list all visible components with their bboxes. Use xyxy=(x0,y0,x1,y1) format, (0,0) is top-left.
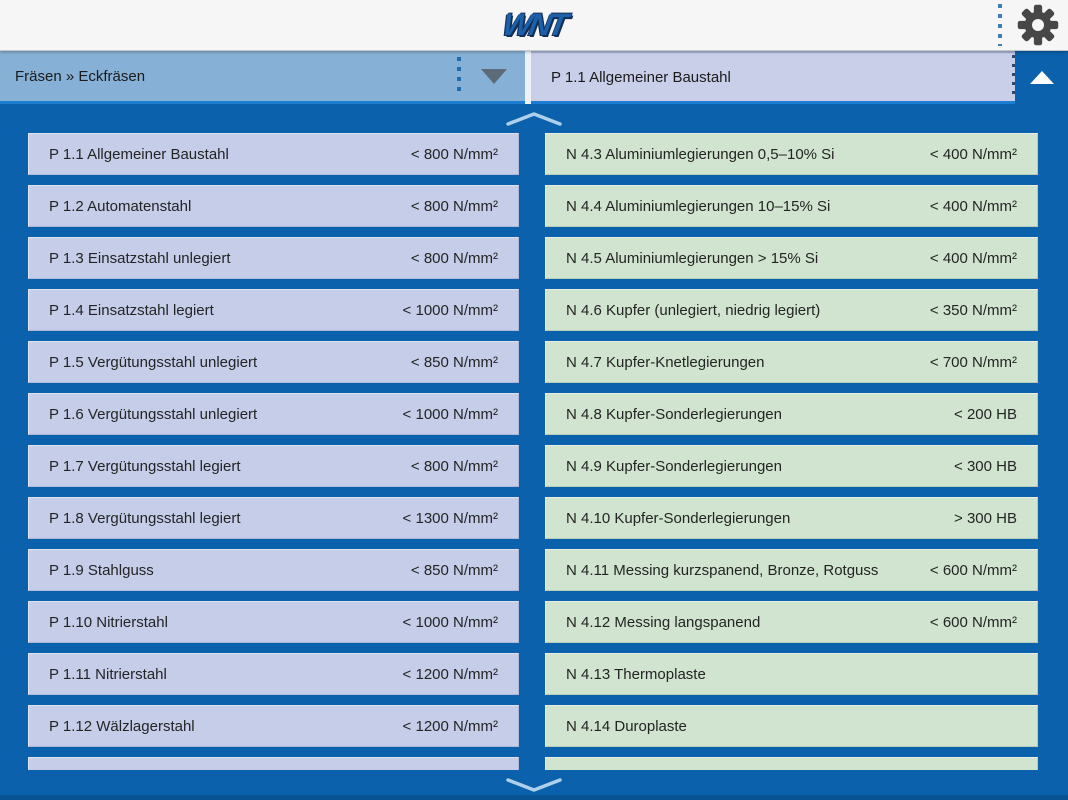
material-button[interactable] xyxy=(28,757,519,770)
top-bar-right xyxy=(998,4,1061,46)
material-button[interactable] xyxy=(28,601,519,643)
material-strength-value: < 1000 N/mm² xyxy=(402,405,498,423)
material-button[interactable] xyxy=(545,341,1038,383)
material-button[interactable] xyxy=(28,445,519,487)
material-button[interactable] xyxy=(28,653,519,695)
material-strength-value: < 600 N/mm² xyxy=(929,561,1017,579)
material-list-panel xyxy=(0,104,1068,800)
scroll-down-chevron[interactable] xyxy=(0,770,1068,800)
material-strength-value: < 700 N/mm² xyxy=(929,353,1017,371)
category-selector-label: Fräsen » Eckfräsen xyxy=(15,67,146,85)
material-label: P 1.11 Nitrierstahl xyxy=(49,665,167,683)
material-label: P 1.10 Nitrierstahl xyxy=(49,613,168,631)
material-label: P 1.1 Allgemeiner Baustahl xyxy=(49,145,229,163)
material-strength-value: < 200 HB xyxy=(954,405,1017,423)
material-selector-label: P 1.1 Allgemeiner Baustahl xyxy=(551,68,731,86)
material-button[interactable] xyxy=(545,705,1038,747)
material-button[interactable] xyxy=(545,601,1038,643)
dotted-separator xyxy=(457,57,461,91)
material-label: N 4.3 Aluminiumlegierungen 0,5–10% Si xyxy=(566,145,835,163)
material-label: N 4.13 Thermoplaste xyxy=(566,665,706,683)
material-label: N 4.4 Aluminiumlegierungen 10–15% Si xyxy=(566,197,831,215)
material-button[interactable] xyxy=(28,341,519,383)
wnt-logo: WNT xyxy=(500,7,568,42)
nonferrous-materials-column xyxy=(545,133,1038,770)
material-button[interactable] xyxy=(545,393,1038,435)
material-label: P 1.12 Wälzlagerstahl xyxy=(49,717,195,735)
material-button[interactable] xyxy=(28,289,519,331)
settings-gear-icon[interactable] xyxy=(1015,2,1061,48)
material-button[interactable] xyxy=(28,237,519,279)
material-label: P 1.4 Einsatzstahl legiert xyxy=(49,301,214,319)
material-strength-value: < 800 N/mm² xyxy=(410,249,498,267)
material-strength-value: < 350 N/mm² xyxy=(929,301,1017,319)
material-button[interactable] xyxy=(545,549,1038,591)
material-strength-value: < 400 N/mm² xyxy=(929,249,1017,267)
collapse-list-button[interactable] xyxy=(1015,51,1068,104)
material-button[interactable] xyxy=(28,497,519,539)
material-button[interactable] xyxy=(545,289,1038,331)
material-strength-value: < 1000 N/mm² xyxy=(402,301,498,319)
material-strength-value: > 300 HB xyxy=(954,509,1017,527)
material-label: P 1.2 Automatenstahl xyxy=(49,197,192,215)
dotted-separator xyxy=(1012,55,1015,98)
material-selector[interactable] xyxy=(531,51,1015,104)
material-strength-value: < 1300 N/mm² xyxy=(402,509,498,527)
scroll-up-chevron[interactable] xyxy=(0,104,1068,133)
filter-bar xyxy=(0,51,1068,104)
material-strength-value: < 1200 N/mm² xyxy=(402,665,498,683)
material-list-viewport xyxy=(0,133,1068,770)
material-button[interactable] xyxy=(545,185,1038,227)
material-strength-value: < 1000 N/mm² xyxy=(402,613,498,631)
material-button[interactable] xyxy=(28,705,519,747)
material-button[interactable] xyxy=(28,185,519,227)
top-bar xyxy=(0,0,1068,51)
material-strength-value: < 400 N/mm² xyxy=(929,145,1017,163)
material-button[interactable] xyxy=(545,133,1038,175)
material-label: N 4.9 Kupfer-Sonderlegierungen xyxy=(566,457,782,475)
material-label: P 1.3 Einsatzstahl unlegiert xyxy=(49,249,231,267)
material-button[interactable] xyxy=(28,393,519,435)
material-strength-value: < 600 N/mm² xyxy=(929,613,1017,631)
material-label: N 4.14 Duroplaste xyxy=(566,717,687,735)
material-button[interactable] xyxy=(28,133,519,175)
material-label: P 1.8 Vergütungsstahl legiert xyxy=(49,509,241,527)
material-strength-value: < 850 N/mm² xyxy=(410,353,498,371)
material-label: N 4.10 Kupfer-Sonderlegierungen xyxy=(566,509,791,527)
material-button[interactable] xyxy=(545,497,1038,539)
material-strength-value: < 800 N/mm² xyxy=(410,145,498,163)
steel-materials-column xyxy=(28,133,519,770)
triangle-up-icon xyxy=(1030,71,1054,84)
material-button[interactable] xyxy=(545,445,1038,487)
material-label: N 4.6 Kupfer (unlegiert, niedrig legiert) xyxy=(566,301,821,319)
material-label: N 4.7 Kupfer-Knetlegierungen xyxy=(566,353,765,371)
material-button[interactable] xyxy=(545,237,1038,279)
material-label: N 4.5 Aluminiumlegierungen > 15% Si xyxy=(566,249,819,267)
material-strength-value: < 400 N/mm² xyxy=(929,197,1017,215)
material-strength-value: < 800 N/mm² xyxy=(410,197,498,215)
triangle-down-icon xyxy=(481,69,507,84)
category-selector[interactable] xyxy=(0,51,525,104)
material-strength-value: < 850 N/mm² xyxy=(410,561,498,579)
material-label: P 1.7 Vergütungsstahl legiert xyxy=(49,457,241,475)
material-label: N 4.12 Messing langspanend xyxy=(566,613,761,631)
material-strength-value: < 800 N/mm² xyxy=(410,457,498,475)
material-button[interactable] xyxy=(545,757,1038,770)
material-button[interactable] xyxy=(545,653,1038,695)
material-label: N 4.8 Kupfer-Sonderlegierungen xyxy=(566,405,782,423)
material-label: N 4.11 Messing kurzspanend, Bronze, Rotguss xyxy=(566,561,879,579)
material-strength-value: < 1200 N/mm² xyxy=(402,717,498,735)
material-strength-value: < 300 HB xyxy=(954,457,1017,475)
dotted-separator xyxy=(998,4,1002,46)
material-label: P 1.5 Vergütungsstahl unlegiert xyxy=(49,353,258,371)
material-label: P 1.9 Stahlguss xyxy=(49,561,154,579)
material-label: P 1.6 Vergütungsstahl unlegiert xyxy=(49,405,258,423)
material-button[interactable] xyxy=(28,549,519,591)
